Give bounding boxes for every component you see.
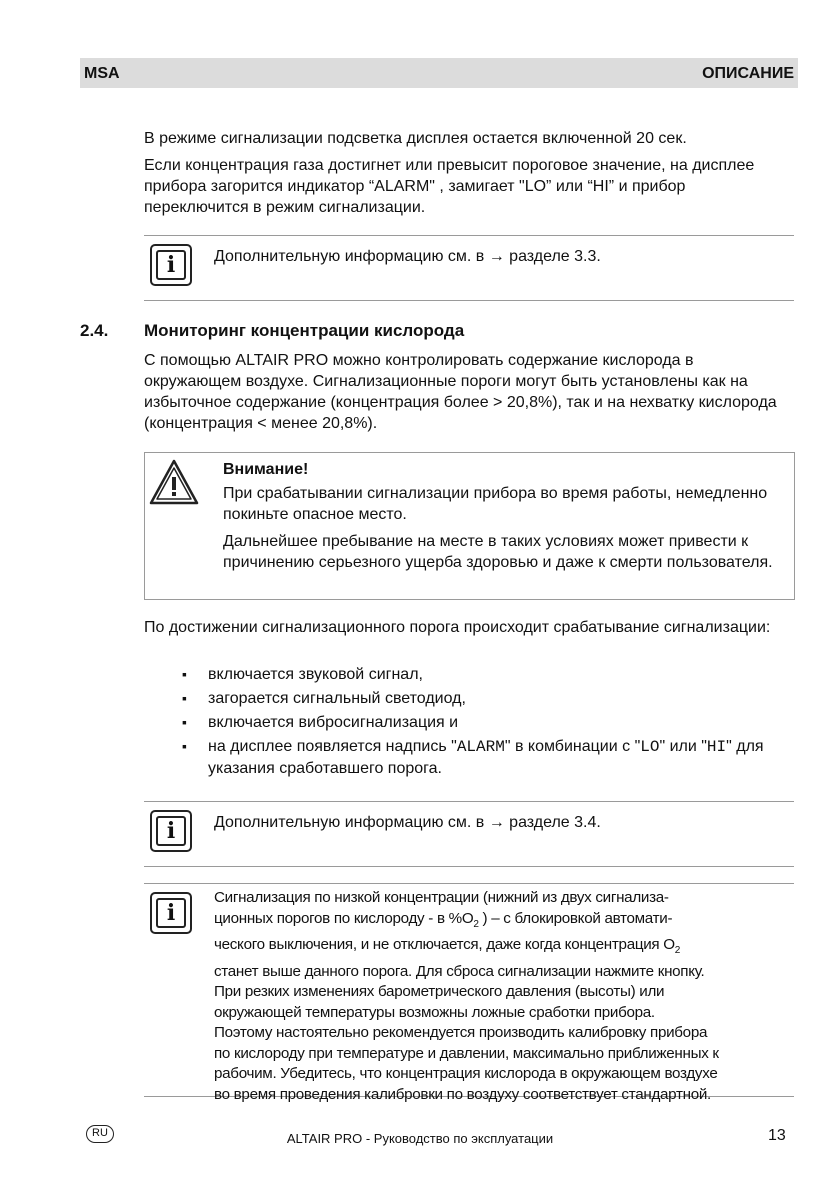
bullet-text: " в комбинации с " [504, 738, 641, 755]
display-alarm-text: ALARM [456, 738, 505, 756]
alarm-intro: По достижении сигнализационного порога происходит срабатывание сигнализации: [144, 619, 771, 636]
note-line: станет выше данного порога. Для сброса сигнализации нажмите кнопку. [214, 962, 705, 980]
note-line: Поэтому настоятельно рекомендуется производить калибровку прибора [214, 1024, 708, 1042]
list-item: ▪ загорается сигнальный светодиод, [180, 688, 800, 709]
warning-text [223, 459, 786, 573]
display-lo-text: LO [640, 738, 660, 756]
page-number: 13 [768, 1127, 786, 1144]
alarm-bullet-list [180, 664, 800, 782]
page-header [80, 58, 798, 88]
warning-title: Внимание! [223, 461, 309, 478]
info-icon: i [150, 892, 192, 934]
note-line: ционных порогов по кислороду - в $\%O_2$ ) – с блокировкой автомати- [214, 909, 673, 930]
footer-title: ALTAIR PRO - Руководство по эксплуатации [286, 1131, 554, 1146]
warning-box [144, 452, 795, 600]
info-note-1-text: Дополнительную информацию см. в → разделе 3.3. [214, 248, 601, 265]
info-note-2-text: Дополнительную информацию см. в → разделе 3.4. [214, 814, 601, 831]
bullet-text: " для указания сработавшего порога. [208, 738, 764, 777]
note-line: При резких изменениях барометрического давления (высоты) или [214, 983, 665, 1001]
info-note-3-text [214, 888, 794, 1105]
header-brand: MSA [84, 64, 120, 82]
info-note-2 [144, 801, 794, 867]
section-number: 2.4. [80, 321, 109, 340]
bullet-text: на дисплее появляется надпись " [208, 738, 457, 755]
info-icon: i [150, 244, 192, 286]
list-item: ▪ включается звуковой сигнал, [180, 664, 800, 685]
section-paragraph: С помощью ALTAIR PRO можно контролировать содержание кислорода в окружающем воздухе. Сигнализационные пороги могут быть установлены как на избыточное содержание (концентрация более > 20,8%), так и на нехватку кислорода (концентрация < менее 20,8%). [144, 352, 777, 432]
note-line: окружающей температуры возможны ложные сработки прибора. [214, 1003, 655, 1021]
bullet-text: " или " [659, 738, 707, 755]
note-line: во время проведения калибровки по воздуху соответствует стандартной. [214, 1085, 711, 1103]
list-item: ▪ включается вибросигнализация и [180, 712, 800, 733]
header-section: ОПИСАНИЕ [702, 64, 794, 82]
list-item [180, 736, 800, 779]
intro-text [144, 128, 794, 218]
language-badge: RU [86, 1125, 114, 1143]
warning-paragraph-1: При срабатывании сигнализации прибора во время работы, немедленно покиньте опасное место. [223, 485, 768, 523]
note-line: Сигнализация по низкой концентрации (нижний из двух сигнализа- [214, 889, 669, 906]
note-line: рабочим. Убедитесь, что концентрация кислорода в окружающем воздухе [214, 1065, 718, 1083]
info-icon: i [150, 810, 192, 852]
warning-paragraph-2: Дальнейшее пребывание на месте в таких условиях может привести к причинению серьезного ущерба здоровью и даже к смерти пользователя. [223, 533, 773, 571]
display-hi-text: HI [706, 738, 727, 756]
section-title: Мониторинг концентрации кислорода [144, 321, 465, 340]
info-note-1 [144, 235, 794, 301]
warning-triangle-icon [149, 459, 199, 505]
note-line: ческого выключения, и не отключается, даже когда концентрация $O_2$ [214, 936, 681, 957]
info-note-3 [144, 883, 794, 1103]
intro-paragraph-1: В режиме сигнализации подсветка дисплея остается включенной 20 сек. [144, 130, 687, 147]
note-line: по кислороду при температуре и давлении, максимально приближенных к [214, 1044, 719, 1062]
intro-paragraph-2: Если концентрация газа достигнет или превысит пороговое значение, на дисплее прибора загорится индикатор “ALARM" , замигает "LO” или “HI” и прибор переключится в режим сигнализации. [144, 157, 755, 216]
